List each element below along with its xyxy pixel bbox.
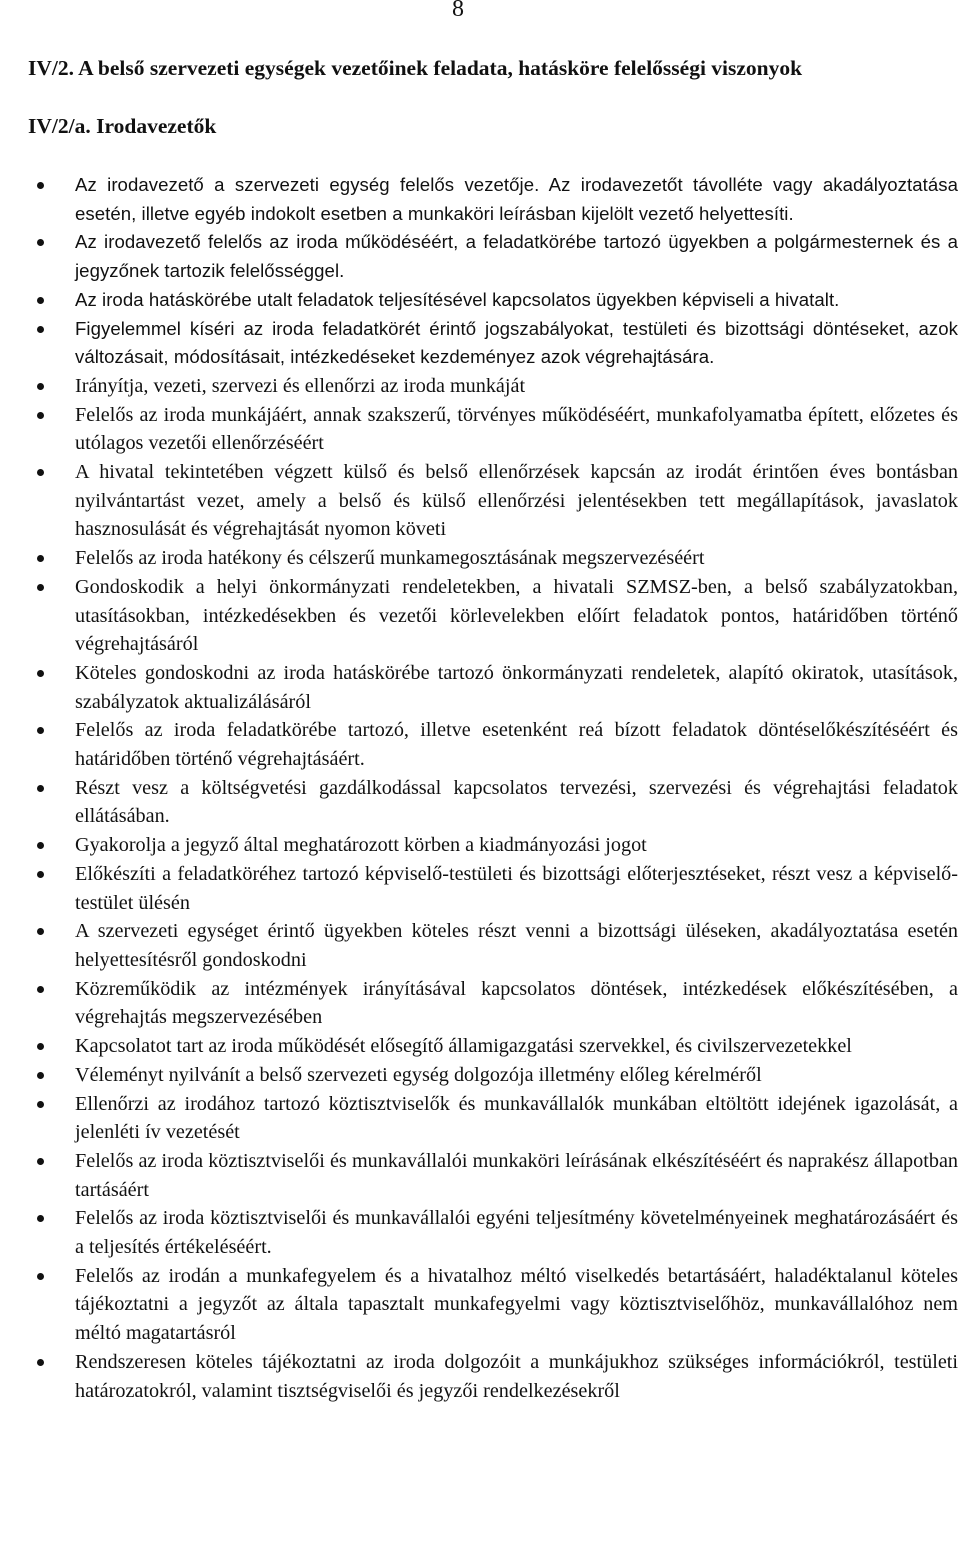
section-heading: IV/2. A belső szervezeti egységek vezetőinek feladata, hatásköre felelősségi viszonyok bbox=[28, 56, 803, 80]
list-item bbox=[75, 831, 958, 860]
list-item-text: Felelős az irodán a munkafegyelem és a hivatalhoz méltó viselkedés betartásáért, haladéktalanul köteles tájékoztatni a jegyzőt az általa tapasztalt munkafegyelmi vagy köztisztviselőhöz, munkavállalóhoz nem méltó magatartásról bbox=[75, 1264, 958, 1345]
bullet-icon bbox=[37, 584, 44, 591]
list-item bbox=[75, 401, 958, 458]
list-item-text: A hivatal tekintetében végzett külső és belső ellenőrzések kapcsán az irodát érintően éves bontásban nyilvántartást vezet, amely a belső és külső ellenőrzési jelentésekben tett megállapítások, javaslatok hasznosulását és végrehajtását nyomon követi bbox=[75, 461, 958, 541]
bullet-icon bbox=[37, 383, 44, 390]
bullet-icon bbox=[37, 1273, 44, 1280]
bullet-icon bbox=[37, 727, 44, 734]
bullet-icon bbox=[37, 842, 44, 849]
list-item-text: A szervezeti egységet érintő ügyekben köteles részt venni a bizottsági üléseken, akadályoztatása esetén helyettesítésről gondoskodni bbox=[75, 920, 958, 971]
list-item bbox=[75, 1262, 958, 1348]
list-item bbox=[75, 228, 958, 285]
bullet-icon bbox=[37, 986, 44, 993]
list-item-text: Közreműködik az intézmények irányításával kapcsolatos döntések, intézkedések előkészítésében, a végrehajtás megszervezésében bbox=[75, 977, 958, 1029]
list-item bbox=[75, 458, 958, 544]
list-item-text: Gyakorolja a jegyző által meghatározott körben a kiadmányozási jogot bbox=[75, 834, 647, 857]
list-item-text: Az iroda hatáskörébe utalt feladatok teljesítésével kapcsolatos ügyekben képviseli a hivatalt. bbox=[75, 288, 840, 310]
list-item-text: Ellenőrzi az irodához tartozó köztisztviselők és munkavállalók munkában eltöltött idejének igazolását, a jelenléti ív vezetését bbox=[75, 1092, 958, 1144]
bullet-icon bbox=[37, 1072, 44, 1079]
bullet-icon bbox=[37, 1359, 44, 1366]
page-number: 8 bbox=[452, 0, 464, 22]
bullet-icon bbox=[37, 1215, 44, 1222]
list-item bbox=[75, 716, 958, 773]
list-item-text: Az irodavezető a szervezeti egység felelős vezetője. Az irodavezetőt távolléte vagy akadályoztatása esetén, illetve egyéb indokolt esetben a munkaköri leírásban kijelölt vezető helyettesíti. bbox=[75, 174, 958, 224]
list-item bbox=[75, 315, 958, 372]
bullet-icon bbox=[37, 239, 44, 246]
list-item-text: Felelős az iroda hatékony és célszerű munkamegosztásának megszervezéséért bbox=[75, 547, 705, 570]
list-item-text: Felelős az iroda munkájáért, annak szakszerű, törvényes működéséért, munkafolyamatba épített, előzetes és utólagos vezetői ellenőrzéséért bbox=[75, 403, 958, 455]
bullet-icon bbox=[37, 928, 44, 935]
bullet-icon bbox=[37, 326, 44, 333]
bullet-icon bbox=[37, 555, 44, 562]
list-item bbox=[75, 171, 958, 228]
bullet-icon bbox=[37, 182, 44, 189]
list-item-text: Köteles gondoskodni az iroda hatáskörébe tartozó önkormányzati rendeletek, alapító okiratok, utasítások, szabályzatok aktualizálásáról bbox=[75, 661, 958, 713]
bullet-icon bbox=[37, 297, 44, 304]
duties-list bbox=[75, 171, 958, 1405]
list-item-text: Felelős az iroda köztisztviselői és munkavállalói munkaköri leírásának elkészítéséért és naprakész állapotban tartásáért bbox=[75, 1149, 958, 1201]
list-item bbox=[75, 573, 958, 659]
list-item-text: Előkészíti a feladatköréhez tartozó képviselő-testületi és bizottsági előterjesztéseket, részt vesz a képviselő-testület ülésén bbox=[75, 862, 958, 914]
bullet-icon bbox=[37, 670, 44, 677]
list-item bbox=[75, 1090, 958, 1147]
bullet-icon bbox=[37, 1158, 44, 1165]
bullet-icon bbox=[37, 1101, 44, 1108]
list-item bbox=[75, 1348, 958, 1405]
list-item bbox=[75, 544, 958, 573]
list-item bbox=[75, 917, 958, 974]
list-item bbox=[75, 372, 958, 401]
list-item-text: Az irodavezető felelős az iroda működéséért, a feladatkörébe tartozó ügyekben a polgármesternek és a jegyzőnek tartozik felelősséggel. bbox=[75, 231, 958, 282]
bullet-icon bbox=[37, 412, 44, 419]
list-item bbox=[75, 1204, 958, 1261]
list-item-text: Részt vesz a költségvetési gazdálkodással kapcsolatos tervezési, szervezési és végrehajtási feladatok ellátásában. bbox=[75, 776, 958, 828]
list-item bbox=[75, 1147, 958, 1204]
list-item bbox=[75, 1061, 958, 1090]
bullet-icon bbox=[37, 785, 44, 792]
list-item bbox=[75, 975, 958, 1032]
subsection-heading: IV/2/a. Irodavezetők bbox=[28, 114, 217, 138]
bullet-icon bbox=[37, 871, 44, 878]
list-item-text: Figyelemmel kíséri az iroda feladatkörét érintő jogszabályokat, testületi és bizottsági döntéseket, azok változásait, módosításait, intézkedéseket kezdeményez azok végrehajtására. bbox=[75, 317, 958, 368]
list-item-text: Kapcsolatot tart az iroda működését elősegítő államigazgatási szervekkel, és civilszervezetekkel bbox=[75, 1035, 852, 1058]
list-item-text: Irányítja, vezeti, szervezi és ellenőrzi az iroda munkáját bbox=[75, 374, 526, 397]
bullet-icon bbox=[37, 1043, 44, 1050]
list-item-text: Felelős az iroda feladatkörébe tartozó, illetve esetenként reá bízott feladatok döntéselőkészítéséért és határidőben történő végrehajtásáért. bbox=[75, 719, 958, 771]
bullet-icon bbox=[37, 469, 44, 476]
list-item-text: Felelős az iroda köztisztviselői és munkavállalói egyéni teljesítmény követelményeinek meghatározásáért és a teljesítés értékeléséért. bbox=[75, 1207, 958, 1259]
list-item-text: Gondoskodik a helyi önkormányzati rendeletekben, a hivatali SZMSZ-ben, a belső szabályzatokban, utasításokban, intézkedésekben és vezetői körlevelekben előírt feladatok pontos, határidőben történő végrehajtásáról bbox=[75, 575, 958, 656]
list-item-text: Rendszeresen köteles tájékoztatni az iroda dolgozóit a munkájukhoz szükséges információkról, testületi határozatokról, valamint tisztségviselői és jegyzői rendelkezésekről bbox=[75, 1350, 958, 1402]
list-item bbox=[75, 1032, 958, 1061]
list-item bbox=[75, 774, 958, 831]
list-item bbox=[75, 659, 958, 716]
list-item bbox=[75, 286, 958, 315]
list-item bbox=[75, 860, 958, 917]
list-item-text: Véleményt nyilvánít a belső szervezeti egység dolgozója illetmény előleg kérelméről bbox=[75, 1063, 762, 1086]
